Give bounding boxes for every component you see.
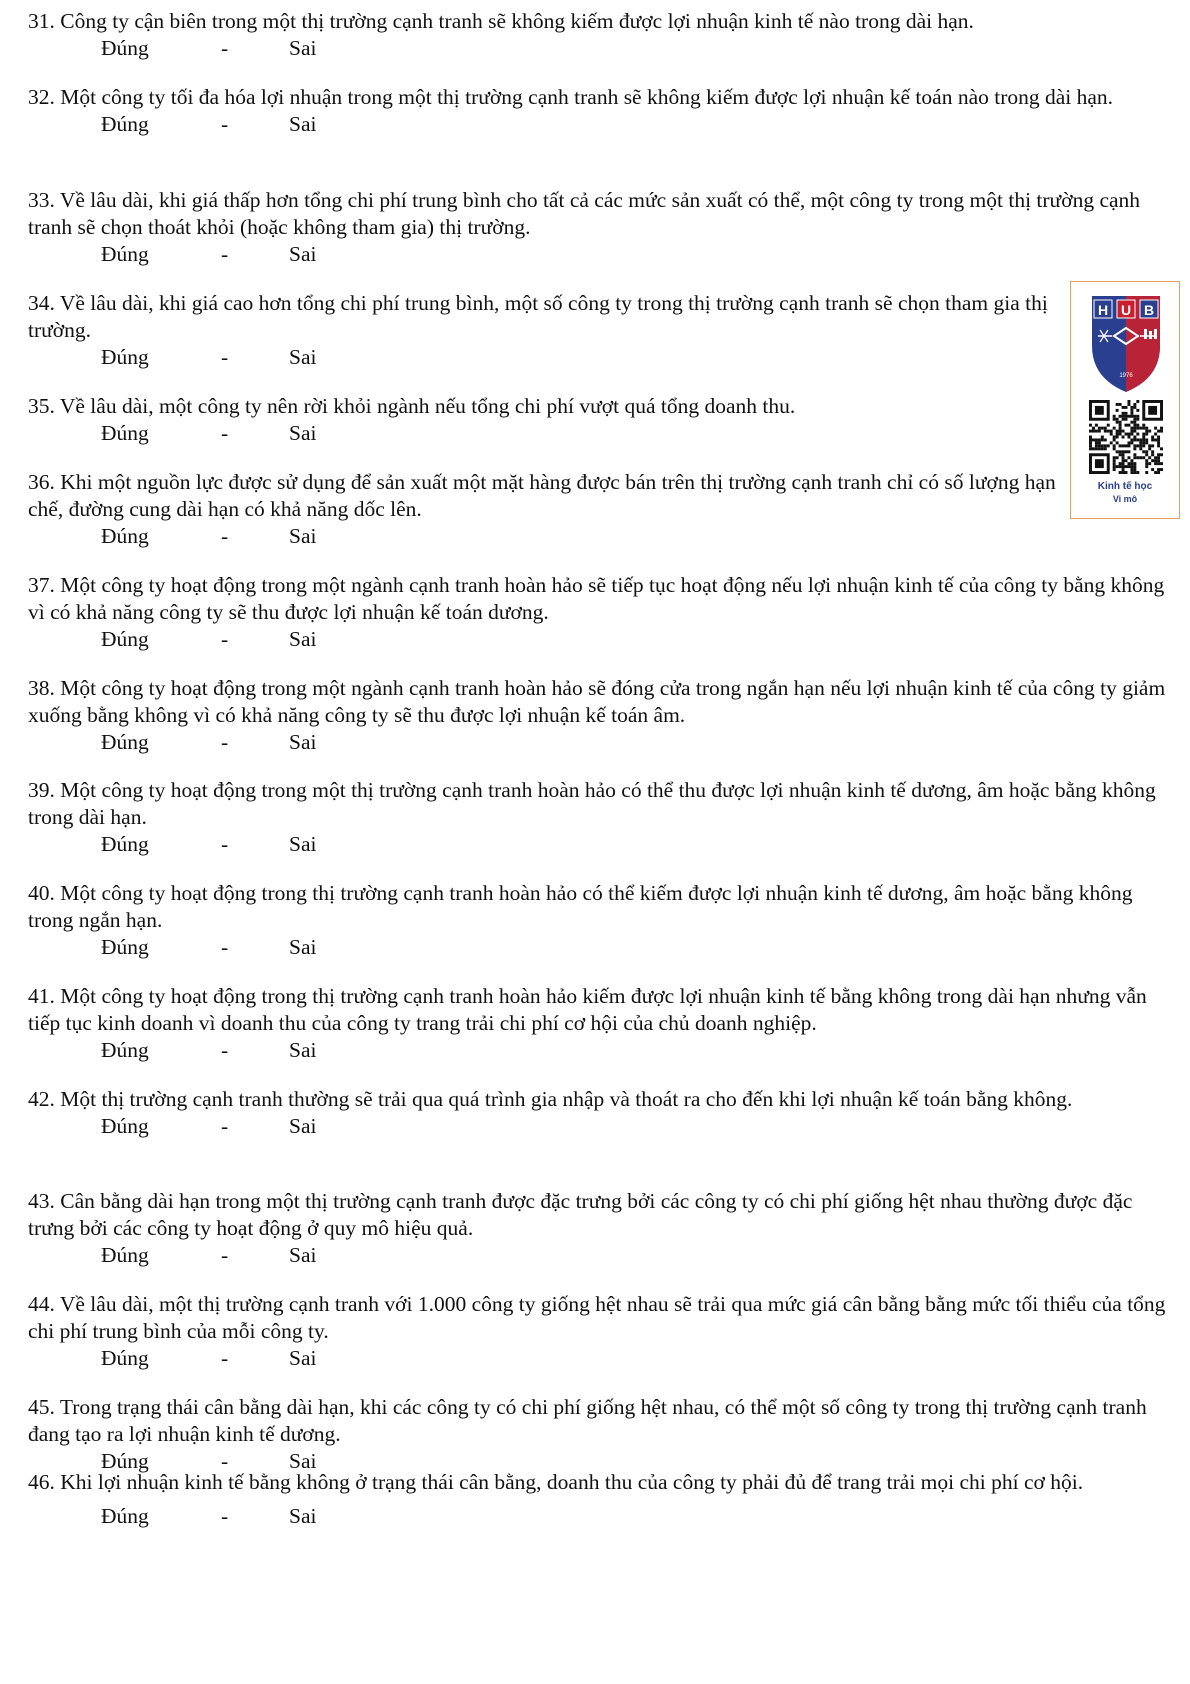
question-41 xyxy=(28,983,1178,1064)
answer-options xyxy=(28,111,1178,138)
question-34 xyxy=(28,290,1058,371)
question-39 xyxy=(28,777,1178,858)
option-separator: - xyxy=(221,1038,229,1062)
question-text: 43. Cân bằng dài hạn trong một thị trường cạnh tranh được đặc trưng bởi các công ty có chi phí giống hệt nhau thường được đặc trưng bởi các công ty hoạt động ở quy mô hiệu quả. xyxy=(28,1189,1133,1240)
brand-caption-level: Vi mô xyxy=(1112,494,1138,504)
option-false: Sai xyxy=(289,1243,317,1267)
option-true: Đúng xyxy=(101,524,149,548)
option-separator: - xyxy=(221,112,229,136)
option-true: Đúng xyxy=(101,627,149,651)
option-false: Sai xyxy=(289,935,317,959)
option-separator: - xyxy=(221,524,229,548)
answer-options xyxy=(28,1503,1178,1530)
question-text: 36. Khi một nguồn lực được sử dụng để sản xuất một mặt hàng được bán trên thị trường cạnh tranh chỉ có số lượng hạn chế, đường cung dài hạn có khả năng dốc lên. xyxy=(28,470,1056,521)
option-false: Sai xyxy=(289,1114,317,1138)
question-text: 42. Một thị trường cạnh tranh thường sẽ trải qua quá trình gia nhập và thoát ra cho đến khi lợi nhuận kế toán bằng không. xyxy=(28,1087,1073,1111)
option-false: Sai xyxy=(289,730,317,754)
option-true: Đúng xyxy=(101,1114,149,1138)
answer-options xyxy=(28,523,1058,550)
question-45 xyxy=(28,1394,1178,1473)
option-separator: - xyxy=(221,242,229,266)
answer-options xyxy=(28,35,1178,62)
qr-code-icon xyxy=(1089,400,1163,474)
answer-options xyxy=(28,241,1178,268)
option-false: Sai xyxy=(289,345,317,369)
answer-options xyxy=(28,1448,1178,1473)
option-separator: - xyxy=(221,1449,229,1473)
shield-letter-h: H xyxy=(1097,302,1109,318)
question-text: 40. Một công ty hoạt động trong thị trường cạnh tranh hoàn hảo có thể kiếm được lợi nhuận kinh tế dương, âm hoặc bằng không trong ngắn hạn. xyxy=(28,881,1133,932)
answer-options xyxy=(28,344,1058,371)
shield-letter-b: B xyxy=(1143,302,1155,318)
question-text: 44. Về lâu dài, một thị trường cạnh tranh với 1.000 công ty giống hệt nhau sẽ trải qua mức giá cân bằng bằng mức tối thiểu của tổng chi phí trung bình của mỗi công ty. xyxy=(28,1292,1166,1343)
brand-card xyxy=(1070,281,1180,519)
option-separator: - xyxy=(221,1346,229,1370)
question-42 xyxy=(28,1086,1178,1140)
question-text: 33. Về lâu dài, khi giá thấp hơn tổng chi phí trung bình cho tất cả các mức sản xuất có thể, một công ty trong một thị trường cạnh tranh sẽ chọn thoát khỏi (hoặc không tham gia) thị trường. xyxy=(28,188,1141,239)
question-text: 38. Một công ty hoạt động trong một ngành cạnh tranh hoàn hảo sẽ đóng cửa trong ngắn hạn nếu lợi nhuận kinh tế của công ty giảm xuống bằng không vì có khả năng công ty sẽ thu được lợi nhuận kế toán âm. xyxy=(28,676,1166,727)
option-false: Sai xyxy=(289,242,317,266)
option-true: Đúng xyxy=(101,935,149,959)
question-37 xyxy=(28,572,1178,653)
option-false: Sai xyxy=(289,524,317,548)
option-separator: - xyxy=(221,935,229,959)
question-text: 41. Một công ty hoạt động trong thị trường cạnh tranh hoàn hảo kiếm được lợi nhuận kinh tế bằng không trong dài hạn nhưng vẫn tiếp tục kinh doanh vì doanh thu của công ty trang trải chi phí cơ hội của chủ doanh nghiệp. xyxy=(28,984,1147,1035)
option-separator: - xyxy=(221,36,229,60)
question-text: 39. Một công ty hoạt động trong một thị trường cạnh tranh hoàn hảo có thể thu được lợi nhuận kinh tế dương, âm hoặc bằng không trong dài hạn. xyxy=(28,778,1156,829)
option-true: Đúng xyxy=(101,36,149,60)
option-false: Sai xyxy=(289,1038,317,1062)
question-text: 45. Trong trạng thái cân bằng dài hạn, khi các công ty có chi phí giống hệt nhau, có thể một số công ty trong thị trường cạnh tranh đang tạo ra lợi nhuận kinh tế dương. xyxy=(28,1395,1147,1446)
question-43 xyxy=(28,1188,1178,1269)
option-separator: - xyxy=(221,1243,229,1267)
option-separator: - xyxy=(221,730,229,754)
question-text: 32. Một công ty tối đa hóa lợi nhuận trong một thị trường cạnh tranh sẽ không kiếm được lợi nhuận kế toán nào trong dài hạn. xyxy=(28,85,1114,109)
option-true: Đúng xyxy=(101,421,149,445)
hub-shield-logo xyxy=(1090,294,1162,394)
question-text: 31. Công ty cận biên trong một thị trường cạnh tranh sẽ không kiếm được lợi nhuận kinh tế nào trong dài hạn. xyxy=(28,9,974,33)
option-true: Đúng xyxy=(101,832,149,856)
answer-options xyxy=(28,1345,1178,1372)
question-35 xyxy=(28,393,1058,447)
question-31 xyxy=(28,8,1178,62)
option-separator: - xyxy=(221,345,229,369)
option-false: Sai xyxy=(289,1449,317,1473)
answer-options xyxy=(28,626,1178,653)
question-text: 46. Khi lợi nhuận kinh tế bằng không ở trạng thái cân bằng, doanh thu của công ty phải đủ để trang trải mọi chi phí cơ hội. xyxy=(28,1470,1084,1494)
option-true: Đúng xyxy=(101,1449,149,1473)
answer-options xyxy=(28,831,1178,858)
answer-options xyxy=(28,1037,1178,1064)
option-true: Đúng xyxy=(101,242,149,266)
option-true: Đúng xyxy=(101,1038,149,1062)
option-separator: - xyxy=(221,421,229,445)
option-false: Sai xyxy=(289,421,317,445)
answer-options xyxy=(28,934,1178,961)
option-false: Sai xyxy=(289,832,317,856)
question-text: 34. Về lâu dài, khi giá cao hơn tổng chi phí trung bình, một số công ty trong thị trường cạnh tranh sẽ chọn tham gia thị trường. xyxy=(28,291,1048,342)
question-text: 37. Một công ty hoạt động trong một ngành cạnh tranh hoàn hảo sẽ tiếp tục hoạt động nếu lợi nhuận kinh tế của công ty bằng không vì có khả năng công ty sẽ thu được lợi nhuận kế toán dương. xyxy=(28,573,1165,624)
answer-options xyxy=(28,1113,1178,1140)
option-true: Đúng xyxy=(101,1504,149,1528)
shield-letter-u: U xyxy=(1120,302,1132,318)
option-separator: - xyxy=(221,832,229,856)
option-true: Đúng xyxy=(101,345,149,369)
question-44 xyxy=(28,1291,1178,1372)
option-true: Đúng xyxy=(101,730,149,754)
option-false: Sai xyxy=(289,627,317,651)
option-separator: - xyxy=(221,1504,229,1528)
question-33 xyxy=(28,187,1178,268)
option-separator: - xyxy=(221,627,229,651)
question-40 xyxy=(28,880,1178,961)
shield-year: 1976 xyxy=(1119,373,1133,379)
question-32 xyxy=(28,84,1178,138)
option-true: Đúng xyxy=(101,1243,149,1267)
question-38 xyxy=(28,675,1178,756)
question-36 xyxy=(28,469,1058,550)
option-true: Đúng xyxy=(101,1346,149,1370)
question-46 xyxy=(28,1469,1178,1530)
option-true: Đúng xyxy=(101,112,149,136)
option-false: Sai xyxy=(289,112,317,136)
option-false: Sai xyxy=(289,36,317,60)
answer-options xyxy=(28,1242,1178,1269)
option-separator: - xyxy=(221,1114,229,1138)
answer-options xyxy=(28,729,1178,756)
question-text: 35. Về lâu dài, một công ty nên rời khỏi ngành nếu tổng chi phí vượt quá tổng doanh thu. xyxy=(28,394,796,418)
brand-caption-subject: Kinh tế học xyxy=(1097,481,1153,492)
option-false: Sai xyxy=(289,1504,317,1528)
option-false: Sai xyxy=(289,1346,317,1370)
answer-options xyxy=(28,420,1058,447)
